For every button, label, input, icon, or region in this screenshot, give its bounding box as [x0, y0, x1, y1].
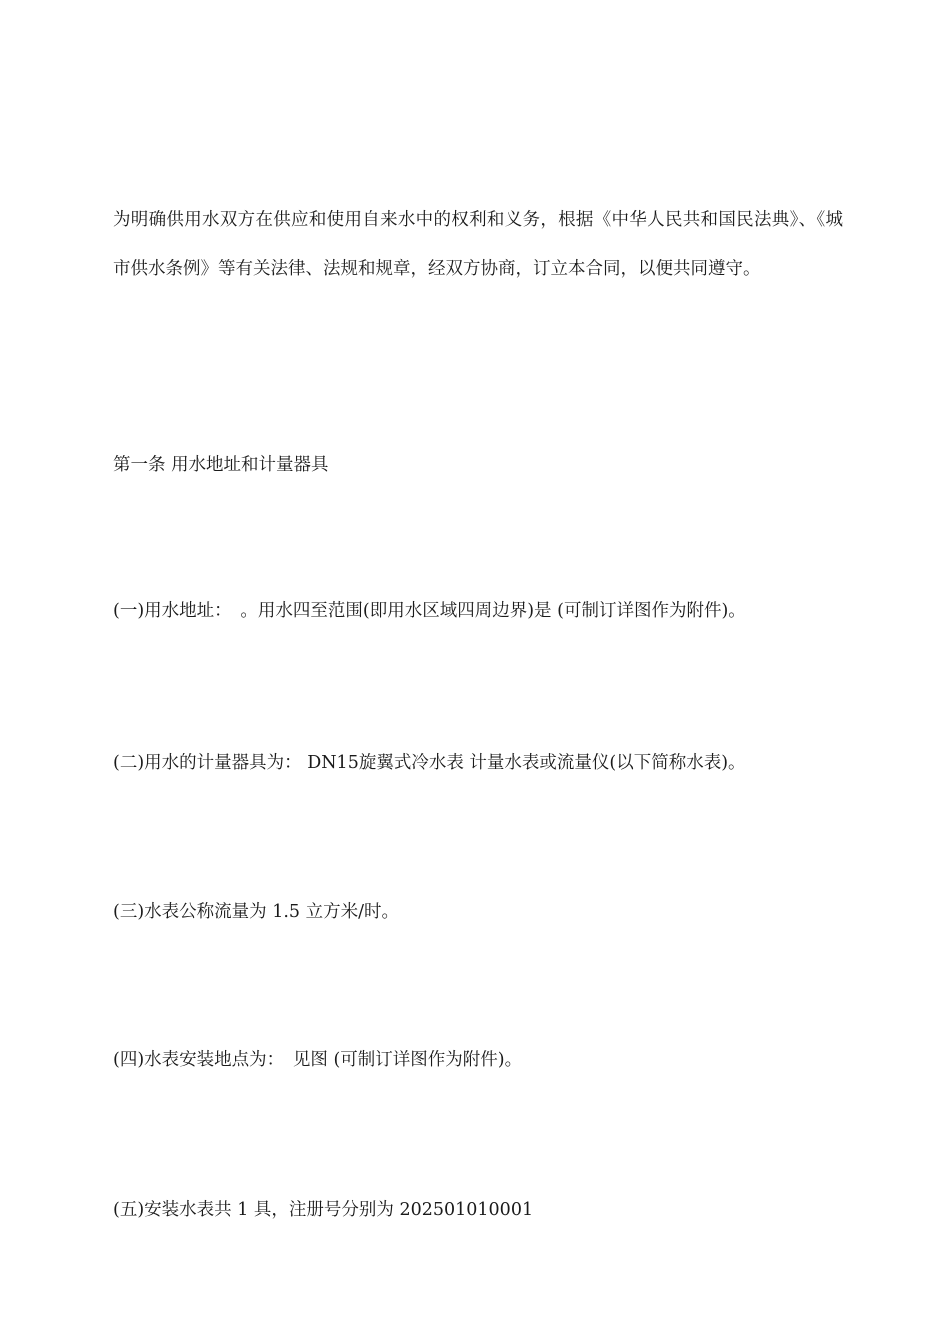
clause-item-4: (四)水表安装地点为： 见图 (可制订详图作为附件)。 [113, 1050, 523, 1070]
clause-item-5: (五)安装水表共 1 具，注册号分别为 202501010001 [113, 1200, 534, 1220]
clause-item-2: (二)用水的计量器具为： DN15旋翼式冷水表 计量水表或流量仪(以下简称水表)。 [113, 753, 746, 773]
intro-paragraph: 为明确供用水双方在供应和使用自来水中的权利和义务，根据《中华人民共和国民法典》、《城市供水条例》等有关法律、法规和规章，经双方协商，订立本合同，以便共同遵守。 [113, 210, 843, 279]
clause-item-1: (一)用水地址： 。用水四至范围(即用水区域四周边界)是 (可制订详图作为附件)。 [113, 601, 746, 621]
clause-item-3: (三)水表公称流量为 1.5 立方米/时。 [113, 902, 400, 922]
article-1-heading: 第一条 用水地址和计量器具 [113, 455, 329, 475]
